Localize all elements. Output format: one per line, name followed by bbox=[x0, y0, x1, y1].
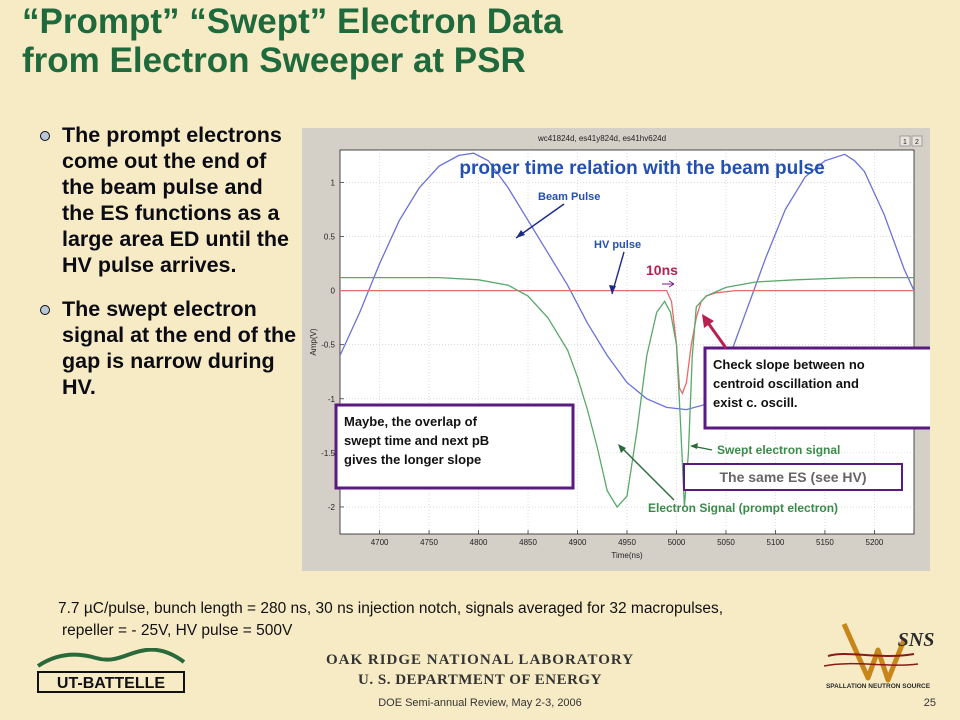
hv-pulse-label: HV pulse bbox=[594, 239, 642, 251]
bullet-list bbox=[40, 122, 300, 418]
y-tick-label: -0.5 bbox=[321, 340, 335, 350]
footnote-line-2: repeller = - 25V, HV pulse = 500V bbox=[62, 622, 293, 639]
plot-window bbox=[302, 128, 930, 571]
x-tick-label: 4900 bbox=[568, 538, 587, 547]
conference-line: DOE Semi-annual Review, May 2-3, 2006 bbox=[378, 697, 582, 709]
same-es-label: The same ES (see HV) bbox=[719, 469, 867, 485]
sns-logo-subtext: SPALLATION NEUTRON SOURCE bbox=[825, 683, 931, 690]
x-tick-label: 4800 bbox=[469, 538, 488, 547]
x-tick-label: 5050 bbox=[717, 538, 735, 547]
chart-svg bbox=[302, 128, 930, 571]
beam-pulse-label: Beam Pulse bbox=[538, 191, 601, 203]
ut-battelle-logo-text: UT-BATTELLE bbox=[56, 675, 166, 692]
x-tick-label: 4750 bbox=[420, 538, 438, 547]
overlap-box-text: swept time and next pB bbox=[344, 433, 490, 448]
bullet-icon bbox=[40, 305, 50, 315]
x-tick-label: 4950 bbox=[618, 538, 636, 547]
y-tick-label: -1.5 bbox=[321, 448, 335, 458]
sns-logo-text: SNS bbox=[897, 629, 935, 651]
slope-box-text: Check slope between no bbox=[713, 357, 865, 372]
slope-box-text: exist c. oscill. bbox=[713, 395, 798, 410]
x-axis-label: Time(ns) bbox=[611, 551, 643, 560]
plot-window-title: wc41824d, es41y824d, es41hv624d bbox=[537, 134, 667, 143]
y-tick-label: -2 bbox=[327, 502, 335, 512]
ten-ns-label: 10ns bbox=[646, 262, 678, 278]
y-tick-label: 0 bbox=[330, 286, 335, 296]
x-tick-label: 5000 bbox=[667, 538, 686, 547]
y-axis-label: Amp(V) bbox=[309, 328, 318, 356]
slide-title bbox=[22, 2, 942, 80]
footnote-line-1: 7.7 µC/pulse, bunch length = 280 ns, 30 ns injection notch, signals averaged for 32 macropulses, bbox=[58, 600, 724, 617]
window-button-label: 2 bbox=[915, 139, 919, 146]
swept-label: Swept electron signal bbox=[717, 443, 841, 457]
slope-box-text: centroid oscillation and bbox=[713, 376, 859, 391]
chart-headline: proper time relation with the beam pulse bbox=[459, 158, 825, 179]
overlap-box-text: Maybe, the overlap of bbox=[344, 414, 477, 429]
x-tick-label: 5200 bbox=[865, 538, 884, 547]
org-line-2: U. S. DEPARTMENT OF ENERGY bbox=[358, 672, 602, 688]
page-number: 25 bbox=[923, 697, 936, 709]
y-tick-label: 0.5 bbox=[323, 232, 335, 242]
org-line-1: OAK RIDGE NATIONAL LABORATORY bbox=[325, 652, 635, 668]
window-button-label: 1 bbox=[903, 139, 907, 146]
bullet-text: The swept electron signal at the end of the gap is narrow during HV. bbox=[62, 297, 297, 399]
y-tick-label: -1 bbox=[327, 394, 335, 404]
y-tick-label: 1 bbox=[330, 178, 335, 188]
electron-signal-label: Electron Signal (prompt electron) bbox=[648, 501, 839, 515]
bullet-item bbox=[40, 122, 300, 278]
bullet-item bbox=[40, 296, 300, 400]
x-tick-label: 4850 bbox=[519, 538, 537, 547]
bullet-text: The prompt electrons come out the end of the beam pulse and the ES functions as a large area ED until the HV pulse arrives. bbox=[62, 123, 290, 277]
bullet-icon bbox=[40, 131, 50, 141]
footnote bbox=[58, 598, 918, 642]
x-tick-label: 5100 bbox=[766, 538, 785, 547]
slide-title-line-2: from Electron Sweeper at PSR bbox=[22, 41, 526, 80]
sns-logo bbox=[818, 620, 938, 692]
x-tick-label: 5150 bbox=[816, 538, 834, 547]
x-tick-label: 4700 bbox=[370, 538, 389, 547]
slide-title-line-1: “Prompt” “Swept” Electron Data bbox=[22, 2, 563, 41]
overlap-box-text: gives the longer slope bbox=[344, 452, 482, 467]
